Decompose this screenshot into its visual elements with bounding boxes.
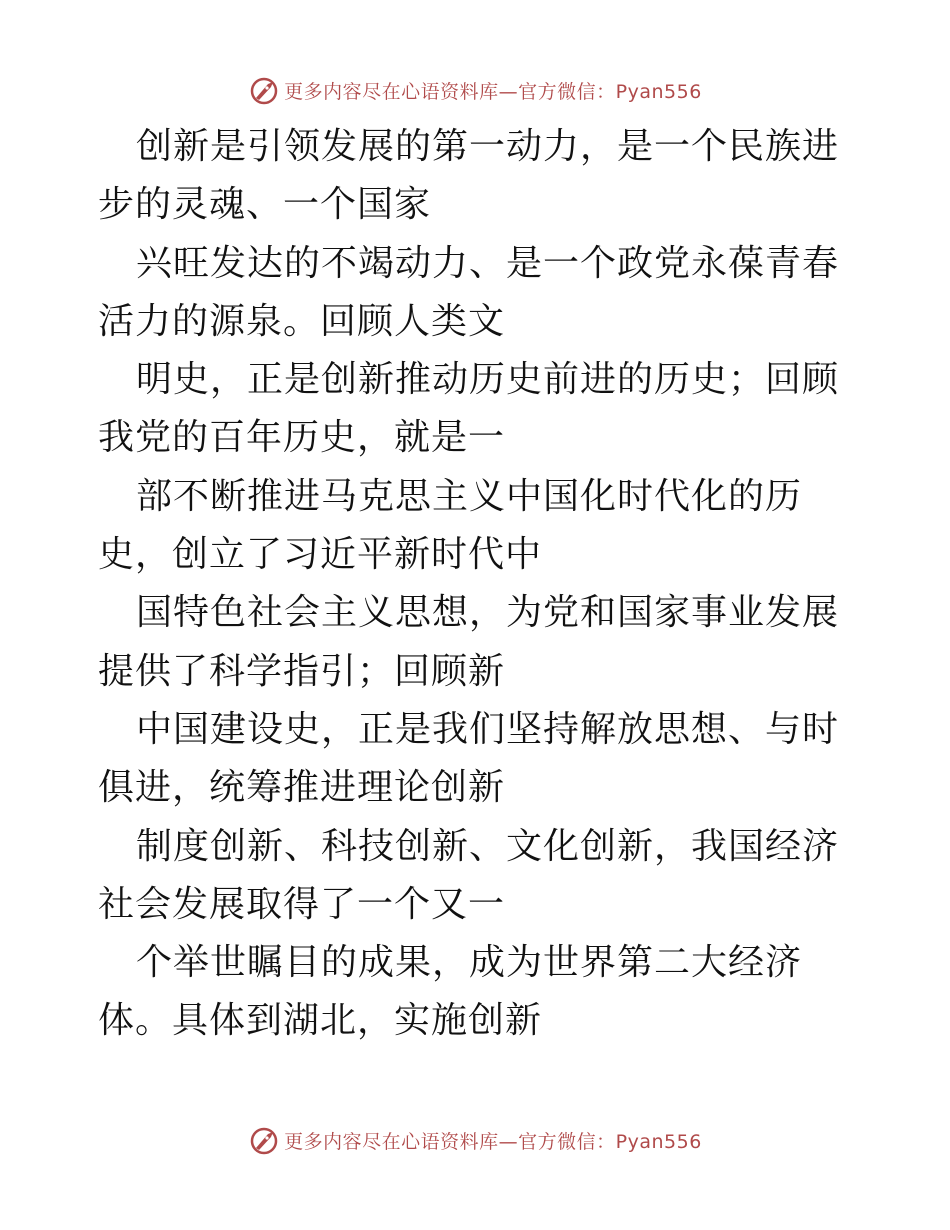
document-body: [98, 118, 858, 1051]
paragraph: 制度创新、科技创新、文化创新，我国经济社会发展取得了一个又一: [98, 825, 840, 925]
watermark-text: 更多内容尽在心语资料库—官方微信：Pyan556: [284, 1130, 702, 1153]
paragraph: 个举世瞩目的成果，成为世界第二大经济体。具体到湖北，实施创新: [98, 942, 803, 1042]
pen-nib-logo-icon: [248, 74, 280, 106]
paragraph: 部不断推进马克思主义中国化时代化的历史，创立了习近平新时代中: [98, 475, 803, 576]
footer-watermark: [0, 1120, 950, 1160]
paragraph: 国特色社会主义思想，为党和国家事业发展提供了科学指引；回顾新: [98, 592, 840, 692]
watermark-text: 更多内容尽在心语资料库—官方微信：Pyan556: [284, 80, 702, 103]
paragraph: 兴旺发达的不竭动力、是一个政党永葆青春活力的源泉。回顾人类文: [98, 242, 840, 342]
paragraph: 中国建设史，正是我们坚持解放思想、与时俱进，统筹推进理论创新: [98, 708, 840, 809]
pen-nib-logo-icon: [248, 1124, 280, 1156]
header-watermark: [0, 70, 950, 110]
paragraph: 明史，正是创新推动历史前进的历史；回顾我党的百年历史，就是一: [98, 359, 840, 459]
paragraph: 创新是引领发展的第一动力，是一个民族进步的灵魂、一个国家: [98, 126, 840, 226]
